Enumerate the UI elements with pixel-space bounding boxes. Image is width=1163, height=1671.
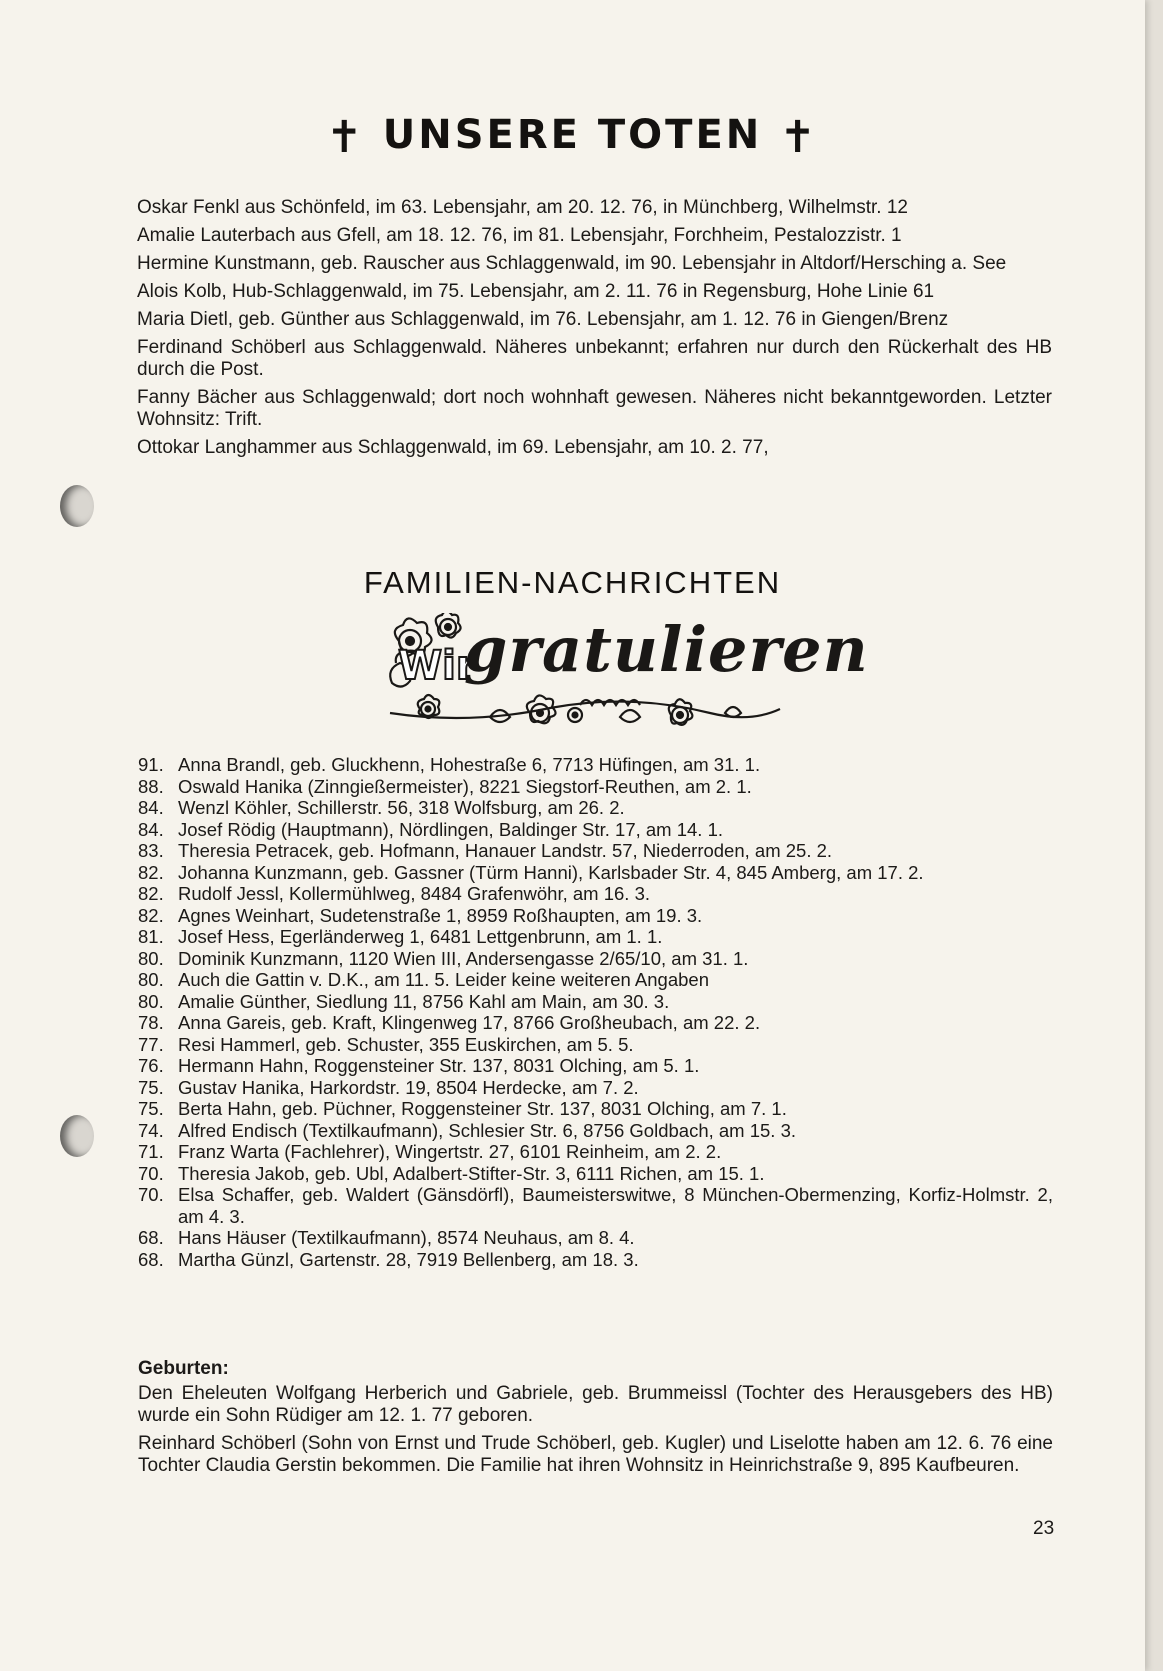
birthday-entry [138, 1055, 1053, 1077]
badge-wir-text: Wir [398, 643, 476, 689]
birthday-text: Wenzl Köhler, Schillerstr. 56, 318 Wolfsburg, am 26. 2. [178, 797, 625, 818]
badge-script-text: gratulieren [464, 613, 869, 686]
page-title [0, 112, 1145, 163]
obituary-entry: Amalie Lauterbach aus Gfell, am 18. 12. 76, im 81. Lebensjahr, Forchheim, Pestalozzistr. 1 [137, 225, 902, 246]
birthday-entry [138, 754, 1053, 776]
birthday-age: 78. [138, 1012, 164, 1033]
birthday-text: Johanna Kunzmann, geb. Gassner (Türm Hanni), Karlsbader Str. 4, 845 Amberg, am 17. 2. [178, 861, 924, 883]
birthday-age: 74. [138, 1119, 164, 1141]
birthday-entry [138, 862, 1053, 884]
birthday-age: 80. [138, 947, 164, 969]
obituary-entry: Fanny Bächer aus Schlaggenwald; dort noch wohnhaft gewesen. Näheres nicht bekanntgeworden. Letzter Wohnsitz: Trift. [137, 387, 1052, 430]
birthday-age: 81. [138, 926, 164, 947]
birthday-text: Hermann Hahn, Roggensteiner Str. 137, 8031 Olching, am 5. 1. [178, 1055, 700, 1076]
birthday-age: 71. [138, 1141, 164, 1162]
page-title-text: UNSERE TOTEN [382, 112, 763, 158]
page-number: 23 [1033, 1518, 1055, 1539]
obituary-entry: Oskar Fenkl aus Schönfeld, im 63. Lebensjahr, am 20. 12. 76, in Münchberg, Wilhelmstr. 12 [137, 197, 908, 218]
births-section [138, 1358, 1053, 1483]
birthday-text: Theresia Petracek, geb. Hofmann, Hanauer Landstr. 57, Niederroden, am 25. 2. [178, 840, 833, 861]
birthday-entry [138, 1227, 1053, 1249]
birth-entry: Reinhard Schöberl (Sohn von Ernst und Trude Schöberl, geb. Kugler) und Liselotte haben am 12. 6. 76 eine Tochter Claudia Gerstin bekommen. Die Familie hat ihren Wohnsitz in Heinrichstraße 9, 895 Kaufbeuren. [138, 1433, 1053, 1476]
birthday-age: 70. [138, 1184, 164, 1205]
birthday-entry [138, 1034, 1053, 1056]
binder-hole [60, 485, 94, 527]
birthday-text: Agnes Weinhart, Sudetenstraße 1, 8959 Roßhaupten, am 19. 3. [178, 904, 703, 926]
birthday-text: Dominik Kunzmann, 1120 Wien III, Andersengasse 2/65/10, am 31. 1. [178, 947, 749, 969]
birthday-text: Gustav Hanika, Harkordstr. 19, 8504 Herdecke, am 7. 2. [178, 1076, 639, 1098]
section-title: FAMILIEN-NACHRICHTEN [363, 565, 782, 600]
birthday-text: Alfred Endisch (Textilkaufmann), Schlesier Str. 6, 8756 Goldbach, am 15. 3. [178, 1119, 797, 1141]
birthday-text: Theresia Jakob, geb. Ubl, Adalbert-Stifter-Str. 3, 6111 Richen, am 15. 1. [178, 1162, 765, 1184]
birthday-text: Amalie Günther, Siedlung 11, 8756 Kahl am Main, am 30. 3. [178, 990, 670, 1012]
birthday-text: Franz Warta (Fachlehrer), Wingertstr. 27, 6101 Reinheim, am 2. 2. [178, 1141, 722, 1162]
birthday-text: Rudolf Jessl, Kollermühlweg, 8484 Grafenwöhr, am 16. 3. [178, 883, 650, 904]
birthday-entry [138, 776, 1053, 798]
obituary-list [137, 197, 1052, 465]
birthday-entry [138, 1184, 1053, 1227]
birthday-entry [138, 948, 1053, 970]
birthday-entry [138, 1012, 1053, 1034]
obituary-entry: Maria Dietl, geb. Günther aus Schlaggenwald, im 76. Lebensjahr, am 1. 12. 76 in Giengen/Brenz [137, 309, 949, 330]
birthday-age: 91. [138, 754, 164, 775]
birthday-text: Berta Hahn, geb. Püchner, Roggensteiner Str. 137, 8031 Olching, am 7. 1. [178, 1098, 787, 1119]
birthday-entry [138, 1141, 1053, 1163]
birthday-entry [138, 926, 1053, 948]
cross-icon: ✝ [325, 112, 366, 163]
birthday-text: Josef Rödig (Hauptmann), Nördlingen, Baldinger Str. 17, am 14. 1. [178, 818, 724, 840]
birthday-age: 84. [138, 818, 164, 840]
birthday-age: 75. [138, 1076, 164, 1098]
birthday-age: 88. [138, 775, 164, 797]
birthday-age: 80. [138, 990, 164, 1012]
birthday-list [138, 754, 1053, 1270]
birthday-age: 68. [138, 1227, 164, 1248]
birthday-entry [138, 883, 1053, 905]
binder-hole [60, 1115, 94, 1157]
birthday-text: Elsa Schaffer, geb. Waldert (Gänsdörfl), Baumeisterswitwe, 8 München-Obermenzing, Korfiz-Holmstr. 2, am 4. 3. [178, 1184, 1053, 1227]
birthday-age: 80. [138, 969, 164, 990]
obituary-entry: Alois Kolb, Hub-Schlaggenwald, im 75. Lebensjahr, am 2. 11. 76 in Regensburg, Hohe Linie 61 [137, 281, 935, 302]
birthday-age: 84. [138, 797, 164, 818]
birthday-age: 75. [138, 1098, 164, 1119]
obituary-entry: Hermine Kunstmann, geb. Rauscher aus Schlaggenwald, im 90. Lebensjahr in Altdorf/Hersching a. See [137, 253, 1007, 274]
birthday-text: Anna Gareis, geb. Kraft, Klingenweg 17, 8766 Großheubach, am 22. 2. [178, 1012, 761, 1033]
birthday-entry [138, 1077, 1053, 1099]
birthday-text: Auch die Gattin v. D.K., am 11. 5. Leider keine weiteren Angaben [178, 969, 709, 990]
birthday-text: Martha Günzl, Gartenstr. 28, 7919 Bellenberg, am 18. 3. [178, 1248, 639, 1270]
birthday-age: 76. [138, 1055, 164, 1076]
birthday-entry [138, 797, 1053, 819]
birthday-text: Oswald Hanika (Zinngießermeister), 8221 Siegstorf-Reuthen, am 2. 1. [178, 775, 752, 797]
birthday-entry [138, 1163, 1053, 1185]
birthday-text: Resi Hammerl, geb. Schuster, 355 Euskirchen, am 5. 5. [178, 1033, 634, 1055]
birthday-entry [138, 905, 1053, 927]
birthday-entry [138, 819, 1053, 841]
birthday-age: 82. [138, 883, 164, 904]
birthday-entry [138, 1249, 1053, 1271]
obituary-entry: Ottokar Langhammer aus Schlaggenwald, im 69. Lebensjahr, am 10. 2. 77, [137, 437, 769, 458]
birthday-entry [138, 969, 1053, 991]
birthday-age: 68. [138, 1248, 164, 1270]
birthday-age: 82. [138, 861, 164, 883]
births-heading: Geburten: [138, 1358, 229, 1379]
birthday-age: 70. [138, 1162, 164, 1184]
birthday-age: 77. [138, 1033, 164, 1055]
birthday-text: Anna Brandl, geb. Gluckhenn, Hohestraße 6, 7713 Hüfingen, am 31. 1. [178, 754, 761, 775]
birthday-entry [138, 1098, 1053, 1120]
birthday-age: 83. [138, 840, 164, 861]
birthday-age: 82. [138, 904, 164, 926]
obituary-entry: Ferdinand Schöberl aus Schlaggenwald. Näheres unbekannt; erfahren nur durch den Rückerhalt des HB durch die Post. [137, 337, 1052, 380]
cross-icon: ✝ [779, 112, 820, 163]
birthday-text: Josef Hess, Egerländerweg 1, 6481 Lettgenbrunn, am 1. 1. [178, 926, 663, 947]
birthday-entry [138, 840, 1053, 862]
birthday-entry [138, 991, 1053, 1013]
birth-entry: Den Eheleuten Wolfgang Herberich und Gabriele, geb. Brummeissl (Tochter des Herausgebers des HB) wurde ein Sohn Rüdiger am 12. 1. 77 geboren. [138, 1383, 1053, 1426]
birthday-entry [138, 1120, 1053, 1142]
congratulations-badge [380, 613, 869, 731]
birthday-text: Hans Häuser (Textilkaufmann), 8574 Neuhaus, am 8. 4. [178, 1227, 635, 1248]
